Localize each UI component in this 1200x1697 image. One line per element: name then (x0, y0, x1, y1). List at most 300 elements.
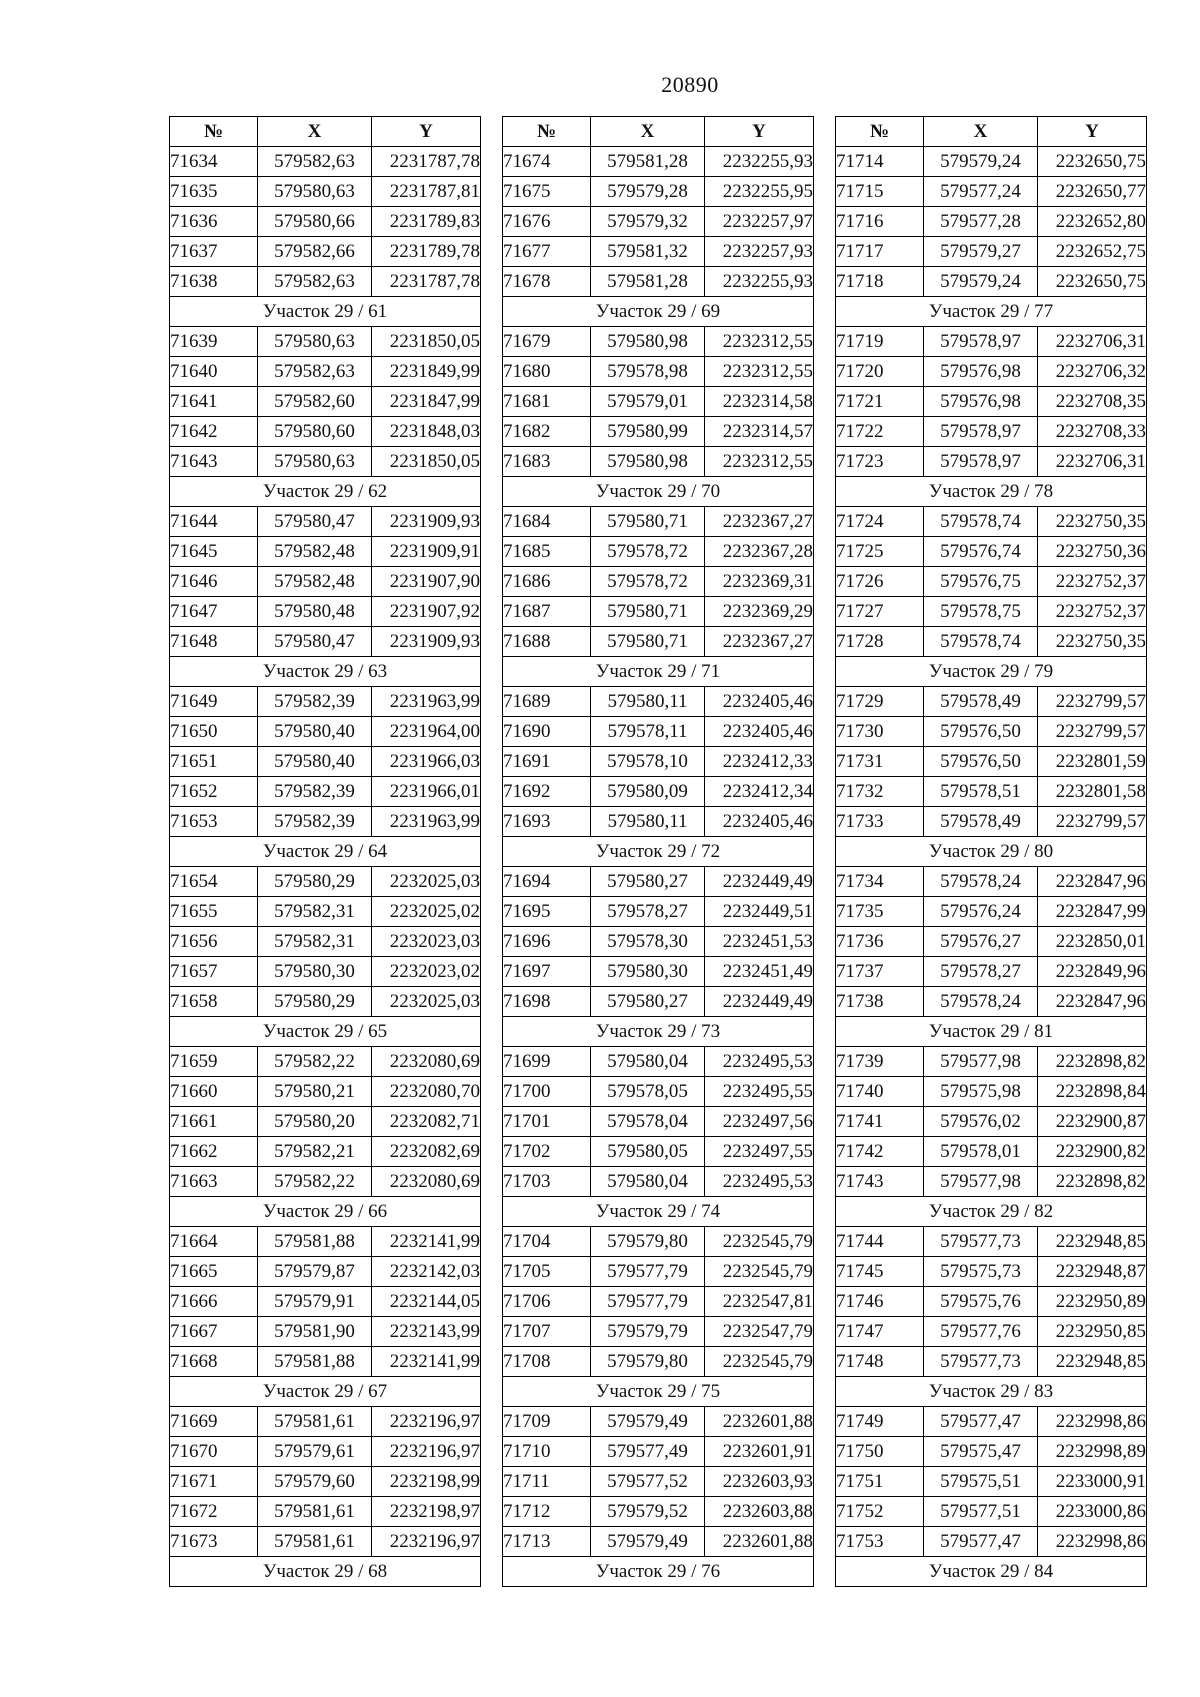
table-row (170, 537, 481, 567)
table-row (503, 1047, 814, 1077)
y-coordinate-cell: 2231907,90 (372, 567, 481, 597)
y-coordinate-cell: 2232314,57 (705, 417, 814, 447)
section-row (170, 297, 481, 327)
point-number-cell: 71690 (503, 717, 591, 747)
y-coordinate-cell: 2232547,79 (705, 1317, 814, 1347)
x-coordinate-cell: 579579,60 (258, 1467, 372, 1497)
section-label: Участок 29 / 65 (170, 1017, 481, 1047)
y-coordinate-cell: 2232950,85 (1038, 1317, 1147, 1347)
x-coordinate-cell: 579578,05 (591, 1077, 705, 1107)
y-coordinate-cell: 2232449,49 (705, 987, 814, 1017)
point-number-cell: 71718 (836, 267, 924, 297)
y-coordinate-cell: 2232497,56 (705, 1107, 814, 1137)
section-label: Участок 29 / 78 (836, 477, 1147, 507)
x-coordinate-cell: 579575,51 (924, 1467, 1038, 1497)
table-row (503, 717, 814, 747)
table-row (503, 237, 814, 267)
point-number-cell: 71642 (170, 417, 258, 447)
x-coordinate-cell: 579578,49 (924, 807, 1038, 837)
section-row (836, 1197, 1147, 1227)
header-x: X (924, 117, 1038, 147)
table-row (170, 447, 481, 477)
section-label: Участок 29 / 73 (503, 1017, 814, 1047)
section-label: Участок 29 / 62 (170, 477, 481, 507)
y-coordinate-cell: 2231849,99 (372, 357, 481, 387)
y-coordinate-cell: 2232706,32 (1038, 357, 1147, 387)
y-coordinate-cell: 2231963,99 (372, 687, 481, 717)
table-row (836, 987, 1147, 1017)
x-coordinate-cell: 579579,27 (924, 237, 1038, 267)
table-row (170, 1467, 481, 1497)
table-row (836, 1407, 1147, 1437)
x-coordinate-cell: 579580,63 (258, 327, 372, 357)
section-label: Участок 29 / 81 (836, 1017, 1147, 1047)
x-coordinate-cell: 579580,09 (591, 777, 705, 807)
y-coordinate-cell: 2232367,28 (705, 537, 814, 567)
x-coordinate-cell: 579578,01 (924, 1137, 1038, 1167)
table-row (836, 267, 1147, 297)
y-coordinate-cell: 2232495,53 (705, 1047, 814, 1077)
section-label: Участок 29 / 77 (836, 297, 1147, 327)
y-coordinate-cell: 2232405,46 (705, 717, 814, 747)
table-row (836, 1257, 1147, 1287)
point-number-cell: 71692 (503, 777, 591, 807)
x-coordinate-cell: 579580,29 (258, 987, 372, 1017)
y-coordinate-cell: 2231850,05 (372, 327, 481, 357)
x-coordinate-cell: 579578,49 (924, 687, 1038, 717)
y-coordinate-cell: 2232850,01 (1038, 927, 1147, 957)
point-number-cell: 71705 (503, 1257, 591, 1287)
point-number-cell: 71640 (170, 357, 258, 387)
section-row (170, 1377, 481, 1407)
point-number-cell: 71659 (170, 1047, 258, 1077)
y-coordinate-cell: 2232750,35 (1038, 627, 1147, 657)
y-coordinate-cell: 2232547,81 (705, 1287, 814, 1317)
x-coordinate-cell: 579580,30 (258, 957, 372, 987)
y-coordinate-cell: 2232198,99 (372, 1467, 481, 1497)
point-number-cell: 71651 (170, 747, 258, 777)
table-row (503, 1467, 814, 1497)
x-coordinate-cell: 579581,61 (258, 1407, 372, 1437)
point-number-cell: 71715 (836, 177, 924, 207)
table-row (836, 1107, 1147, 1137)
section-row (170, 1197, 481, 1227)
point-number-cell: 71687 (503, 597, 591, 627)
table-row (836, 357, 1147, 387)
x-coordinate-cell: 579575,47 (924, 1437, 1038, 1467)
x-coordinate-cell: 579580,48 (258, 597, 372, 627)
y-coordinate-cell: 2232080,70 (372, 1077, 481, 1107)
section-row (170, 1017, 481, 1047)
y-coordinate-cell: 2231909,93 (372, 507, 481, 537)
point-number-cell: 71676 (503, 207, 591, 237)
x-coordinate-cell: 579575,73 (924, 1257, 1038, 1287)
x-coordinate-cell: 579578,10 (591, 747, 705, 777)
table-row (503, 597, 814, 627)
section-label: Участок 29 / 80 (836, 837, 1147, 867)
section-label: Участок 29 / 61 (170, 297, 481, 327)
x-coordinate-cell: 579579,87 (258, 1257, 372, 1287)
table-row (503, 327, 814, 357)
y-coordinate-cell: 2232898,84 (1038, 1077, 1147, 1107)
y-coordinate-cell: 2232312,55 (705, 357, 814, 387)
point-number-cell: 71720 (836, 357, 924, 387)
table-row (170, 387, 481, 417)
table-row (836, 237, 1147, 267)
x-coordinate-cell: 579578,24 (924, 987, 1038, 1017)
table-row (503, 507, 814, 537)
table-row (503, 1497, 814, 1527)
point-number-cell: 71713 (503, 1527, 591, 1557)
y-coordinate-cell: 2232708,33 (1038, 417, 1147, 447)
y-coordinate-cell: 2232750,35 (1038, 507, 1147, 537)
x-coordinate-cell: 579582,21 (258, 1137, 372, 1167)
table-row (503, 1527, 814, 1557)
point-number-cell: 71634 (170, 147, 258, 177)
x-coordinate-cell: 579582,63 (258, 267, 372, 297)
x-coordinate-cell: 579577,47 (924, 1527, 1038, 1557)
table-row (836, 447, 1147, 477)
point-number-cell: 71644 (170, 507, 258, 537)
y-coordinate-cell: 2232950,89 (1038, 1287, 1147, 1317)
table-row (170, 1287, 481, 1317)
point-number-cell: 71683 (503, 447, 591, 477)
y-coordinate-cell: 2232495,55 (705, 1077, 814, 1107)
point-number-cell: 71729 (836, 687, 924, 717)
section-row (170, 837, 481, 867)
section-row (170, 477, 481, 507)
section-label: Участок 29 / 82 (836, 1197, 1147, 1227)
x-coordinate-cell: 579578,75 (924, 597, 1038, 627)
y-coordinate-cell: 2232142,03 (372, 1257, 481, 1287)
header-y: Y (372, 117, 481, 147)
y-coordinate-cell: 2232948,87 (1038, 1257, 1147, 1287)
point-number-cell: 71641 (170, 387, 258, 417)
point-number-cell: 71702 (503, 1137, 591, 1167)
table-row (503, 177, 814, 207)
table-row (836, 927, 1147, 957)
x-coordinate-cell: 579580,11 (591, 687, 705, 717)
x-coordinate-cell: 579578,72 (591, 537, 705, 567)
table-row (170, 987, 481, 1017)
section-row (503, 657, 814, 687)
x-coordinate-cell: 579580,71 (591, 597, 705, 627)
point-number-cell: 71742 (836, 1137, 924, 1167)
table-row (170, 357, 481, 387)
table-row (170, 567, 481, 597)
x-coordinate-cell: 579582,63 (258, 147, 372, 177)
point-number-cell: 71753 (836, 1527, 924, 1557)
table-row (836, 1287, 1147, 1317)
y-coordinate-cell: 2232257,97 (705, 207, 814, 237)
y-coordinate-cell: 2232082,69 (372, 1137, 481, 1167)
point-number-cell: 71647 (170, 597, 258, 627)
x-coordinate-cell: 579582,48 (258, 567, 372, 597)
point-number-cell: 71724 (836, 507, 924, 537)
y-coordinate-cell: 2232998,86 (1038, 1407, 1147, 1437)
point-number-cell: 71745 (836, 1257, 924, 1287)
section-label: Участок 29 / 75 (503, 1377, 814, 1407)
y-coordinate-cell: 2232799,57 (1038, 807, 1147, 837)
x-coordinate-cell: 579580,11 (591, 807, 705, 837)
x-coordinate-cell: 579577,47 (924, 1407, 1038, 1437)
point-number-cell: 71739 (836, 1047, 924, 1077)
point-number-cell: 71711 (503, 1467, 591, 1497)
x-coordinate-cell: 579580,66 (258, 207, 372, 237)
x-coordinate-cell: 579578,30 (591, 927, 705, 957)
table-row (503, 807, 814, 837)
x-coordinate-cell: 579575,98 (924, 1077, 1038, 1107)
point-number-cell: 71657 (170, 957, 258, 987)
y-coordinate-cell: 2232752,37 (1038, 567, 1147, 597)
y-coordinate-cell: 2232141,99 (372, 1227, 481, 1257)
x-coordinate-cell: 579579,28 (591, 177, 705, 207)
table-row (170, 927, 481, 957)
x-coordinate-cell: 579579,49 (591, 1527, 705, 1557)
point-number-cell: 71741 (836, 1107, 924, 1137)
point-number-cell: 71694 (503, 867, 591, 897)
section-row (836, 1377, 1147, 1407)
x-coordinate-cell: 579576,27 (924, 927, 1038, 957)
header-y: Y (1038, 117, 1147, 147)
y-coordinate-cell: 2232144,05 (372, 1287, 481, 1317)
point-number-cell: 71675 (503, 177, 591, 207)
point-number-cell: 71673 (170, 1527, 258, 1557)
section-row (503, 1017, 814, 1047)
y-coordinate-cell: 2232601,88 (705, 1527, 814, 1557)
y-coordinate-cell: 2232545,79 (705, 1227, 814, 1257)
y-coordinate-cell: 2232898,82 (1038, 1047, 1147, 1077)
x-coordinate-cell: 579576,74 (924, 537, 1038, 567)
y-coordinate-cell: 2232603,93 (705, 1467, 814, 1497)
coordinate-tables (169, 116, 1147, 1583)
y-coordinate-cell: 2232847,96 (1038, 867, 1147, 897)
y-coordinate-cell: 2232082,71 (372, 1107, 481, 1137)
table-row (503, 927, 814, 957)
section-label: Участок 29 / 67 (170, 1377, 481, 1407)
x-coordinate-cell: 579578,97 (924, 447, 1038, 477)
point-number-cell: 71677 (503, 237, 591, 267)
point-number-cell: 71714 (836, 147, 924, 177)
section-row (503, 1197, 814, 1227)
x-coordinate-cell: 579581,61 (258, 1497, 372, 1527)
y-coordinate-cell: 2231963,99 (372, 807, 481, 837)
table-row (170, 1077, 481, 1107)
point-number-cell: 71746 (836, 1287, 924, 1317)
x-coordinate-cell: 579578,24 (924, 867, 1038, 897)
x-coordinate-cell: 579579,49 (591, 1407, 705, 1437)
section-label: Участок 29 / 72 (503, 837, 814, 867)
y-coordinate-cell: 2231966,03 (372, 747, 481, 777)
y-coordinate-cell: 2232196,97 (372, 1437, 481, 1467)
y-coordinate-cell: 2232708,35 (1038, 387, 1147, 417)
y-coordinate-cell: 2232196,97 (372, 1407, 481, 1437)
coordinate-table-3 (835, 116, 1147, 1587)
page-number: 20890 (661, 72, 719, 97)
y-coordinate-cell: 2232545,79 (705, 1347, 814, 1377)
table-row (836, 387, 1147, 417)
section-label: Участок 29 / 63 (170, 657, 481, 687)
point-number-cell: 71686 (503, 567, 591, 597)
section-row (503, 477, 814, 507)
x-coordinate-cell: 579580,63 (258, 447, 372, 477)
table-row (503, 777, 814, 807)
section-row (170, 1557, 481, 1587)
point-number-cell: 71672 (170, 1497, 258, 1527)
table-row (170, 747, 481, 777)
table-row (170, 867, 481, 897)
y-coordinate-cell: 2232314,58 (705, 387, 814, 417)
y-coordinate-cell: 2232255,93 (705, 267, 814, 297)
x-coordinate-cell: 579581,88 (258, 1347, 372, 1377)
y-coordinate-cell: 2232799,57 (1038, 687, 1147, 717)
x-coordinate-cell: 579576,75 (924, 567, 1038, 597)
table-row (836, 147, 1147, 177)
y-coordinate-cell: 2232650,77 (1038, 177, 1147, 207)
table-row (503, 267, 814, 297)
point-number-cell: 71668 (170, 1347, 258, 1377)
table-row (836, 537, 1147, 567)
x-coordinate-cell: 579577,98 (924, 1047, 1038, 1077)
point-number-cell: 71678 (503, 267, 591, 297)
y-coordinate-cell: 2232495,53 (705, 1167, 814, 1197)
y-coordinate-cell: 2232025,02 (372, 897, 481, 927)
header-number: № (836, 117, 924, 147)
point-number-cell: 71737 (836, 957, 924, 987)
x-coordinate-cell: 579576,02 (924, 1107, 1038, 1137)
y-coordinate-cell: 2231787,78 (372, 267, 481, 297)
x-coordinate-cell: 579580,40 (258, 717, 372, 747)
y-coordinate-cell: 2233000,86 (1038, 1497, 1147, 1527)
table-row (170, 957, 481, 987)
point-number-cell: 71666 (170, 1287, 258, 1317)
point-number-cell: 71727 (836, 597, 924, 627)
y-coordinate-cell: 2232198,97 (372, 1497, 481, 1527)
table-row (836, 1227, 1147, 1257)
table-row (836, 1047, 1147, 1077)
point-number-cell: 71738 (836, 987, 924, 1017)
table-row (503, 1347, 814, 1377)
point-number-cell: 71725 (836, 537, 924, 567)
section-label: Участок 29 / 76 (503, 1557, 814, 1587)
section-row (836, 1557, 1147, 1587)
x-coordinate-cell: 579582,31 (258, 897, 372, 927)
y-coordinate-cell: 2232080,69 (372, 1167, 481, 1197)
point-number-cell: 71752 (836, 1497, 924, 1527)
table-row (836, 627, 1147, 657)
table-row (503, 627, 814, 657)
header-y: Y (705, 117, 814, 147)
section-label: Участок 29 / 74 (503, 1197, 814, 1227)
point-number-cell: 71719 (836, 327, 924, 357)
point-number-cell: 71648 (170, 627, 258, 657)
table-row (836, 957, 1147, 987)
x-coordinate-cell: 579580,29 (258, 867, 372, 897)
point-number-cell: 71701 (503, 1107, 591, 1137)
x-coordinate-cell: 579580,40 (258, 747, 372, 777)
y-coordinate-cell: 2232652,80 (1038, 207, 1147, 237)
y-coordinate-cell: 2231966,01 (372, 777, 481, 807)
point-number-cell: 71730 (836, 717, 924, 747)
point-number-cell: 71679 (503, 327, 591, 357)
y-coordinate-cell: 2232799,57 (1038, 717, 1147, 747)
y-coordinate-cell: 2231787,78 (372, 147, 481, 177)
table-row (836, 1347, 1147, 1377)
table-row (170, 237, 481, 267)
table-row (503, 867, 814, 897)
y-coordinate-cell: 2232801,58 (1038, 777, 1147, 807)
x-coordinate-cell: 579581,61 (258, 1527, 372, 1557)
x-coordinate-cell: 579581,88 (258, 1227, 372, 1257)
table-row (170, 1227, 481, 1257)
y-coordinate-cell: 2232257,93 (705, 237, 814, 267)
table-row (170, 1167, 481, 1197)
x-coordinate-cell: 579582,48 (258, 537, 372, 567)
table-row (503, 357, 814, 387)
point-number-cell: 71656 (170, 927, 258, 957)
point-number-cell: 71733 (836, 807, 924, 837)
point-number-cell: 71695 (503, 897, 591, 927)
table-row (836, 597, 1147, 627)
y-coordinate-cell: 2232405,46 (705, 807, 814, 837)
table-row (170, 807, 481, 837)
y-coordinate-cell: 2232603,88 (705, 1497, 814, 1527)
x-coordinate-cell: 579579,24 (924, 267, 1038, 297)
x-coordinate-cell: 579578,11 (591, 717, 705, 747)
table-row (836, 507, 1147, 537)
y-coordinate-cell: 2232312,55 (705, 447, 814, 477)
table-row (170, 1407, 481, 1437)
y-coordinate-cell: 2232449,49 (705, 867, 814, 897)
table-row (836, 687, 1147, 717)
point-number-cell: 71671 (170, 1467, 258, 1497)
x-coordinate-cell: 579576,98 (924, 387, 1038, 417)
point-number-cell: 71693 (503, 807, 591, 837)
point-number-cell: 71667 (170, 1317, 258, 1347)
x-coordinate-cell: 579581,28 (591, 267, 705, 297)
x-coordinate-cell: 579582,31 (258, 927, 372, 957)
x-coordinate-cell: 579577,73 (924, 1347, 1038, 1377)
table-header-row (836, 117, 1147, 147)
y-coordinate-cell: 2232545,79 (705, 1257, 814, 1287)
x-coordinate-cell: 579578,97 (924, 417, 1038, 447)
table-row (170, 1347, 481, 1377)
x-coordinate-cell: 579580,71 (591, 627, 705, 657)
y-coordinate-cell: 2232900,87 (1038, 1107, 1147, 1137)
table-row (836, 897, 1147, 927)
table-row (836, 1317, 1147, 1347)
table-row (503, 1137, 814, 1167)
table-row (170, 1497, 481, 1527)
table-row (170, 897, 481, 927)
table-row (170, 1527, 481, 1557)
point-number-cell: 71721 (836, 387, 924, 417)
y-coordinate-cell: 2232023,02 (372, 957, 481, 987)
point-number-cell: 71735 (836, 897, 924, 927)
table-row (503, 1077, 814, 1107)
table-row (170, 1047, 481, 1077)
y-coordinate-cell: 2232750,36 (1038, 537, 1147, 567)
y-coordinate-cell: 2231789,78 (372, 237, 481, 267)
section-row (836, 657, 1147, 687)
point-number-cell: 71697 (503, 957, 591, 987)
point-number-cell: 71732 (836, 777, 924, 807)
point-number-cell: 71699 (503, 1047, 591, 1077)
table-row (836, 567, 1147, 597)
x-coordinate-cell: 579580,21 (258, 1077, 372, 1107)
point-number-cell: 71748 (836, 1347, 924, 1377)
y-coordinate-cell: 2232451,53 (705, 927, 814, 957)
